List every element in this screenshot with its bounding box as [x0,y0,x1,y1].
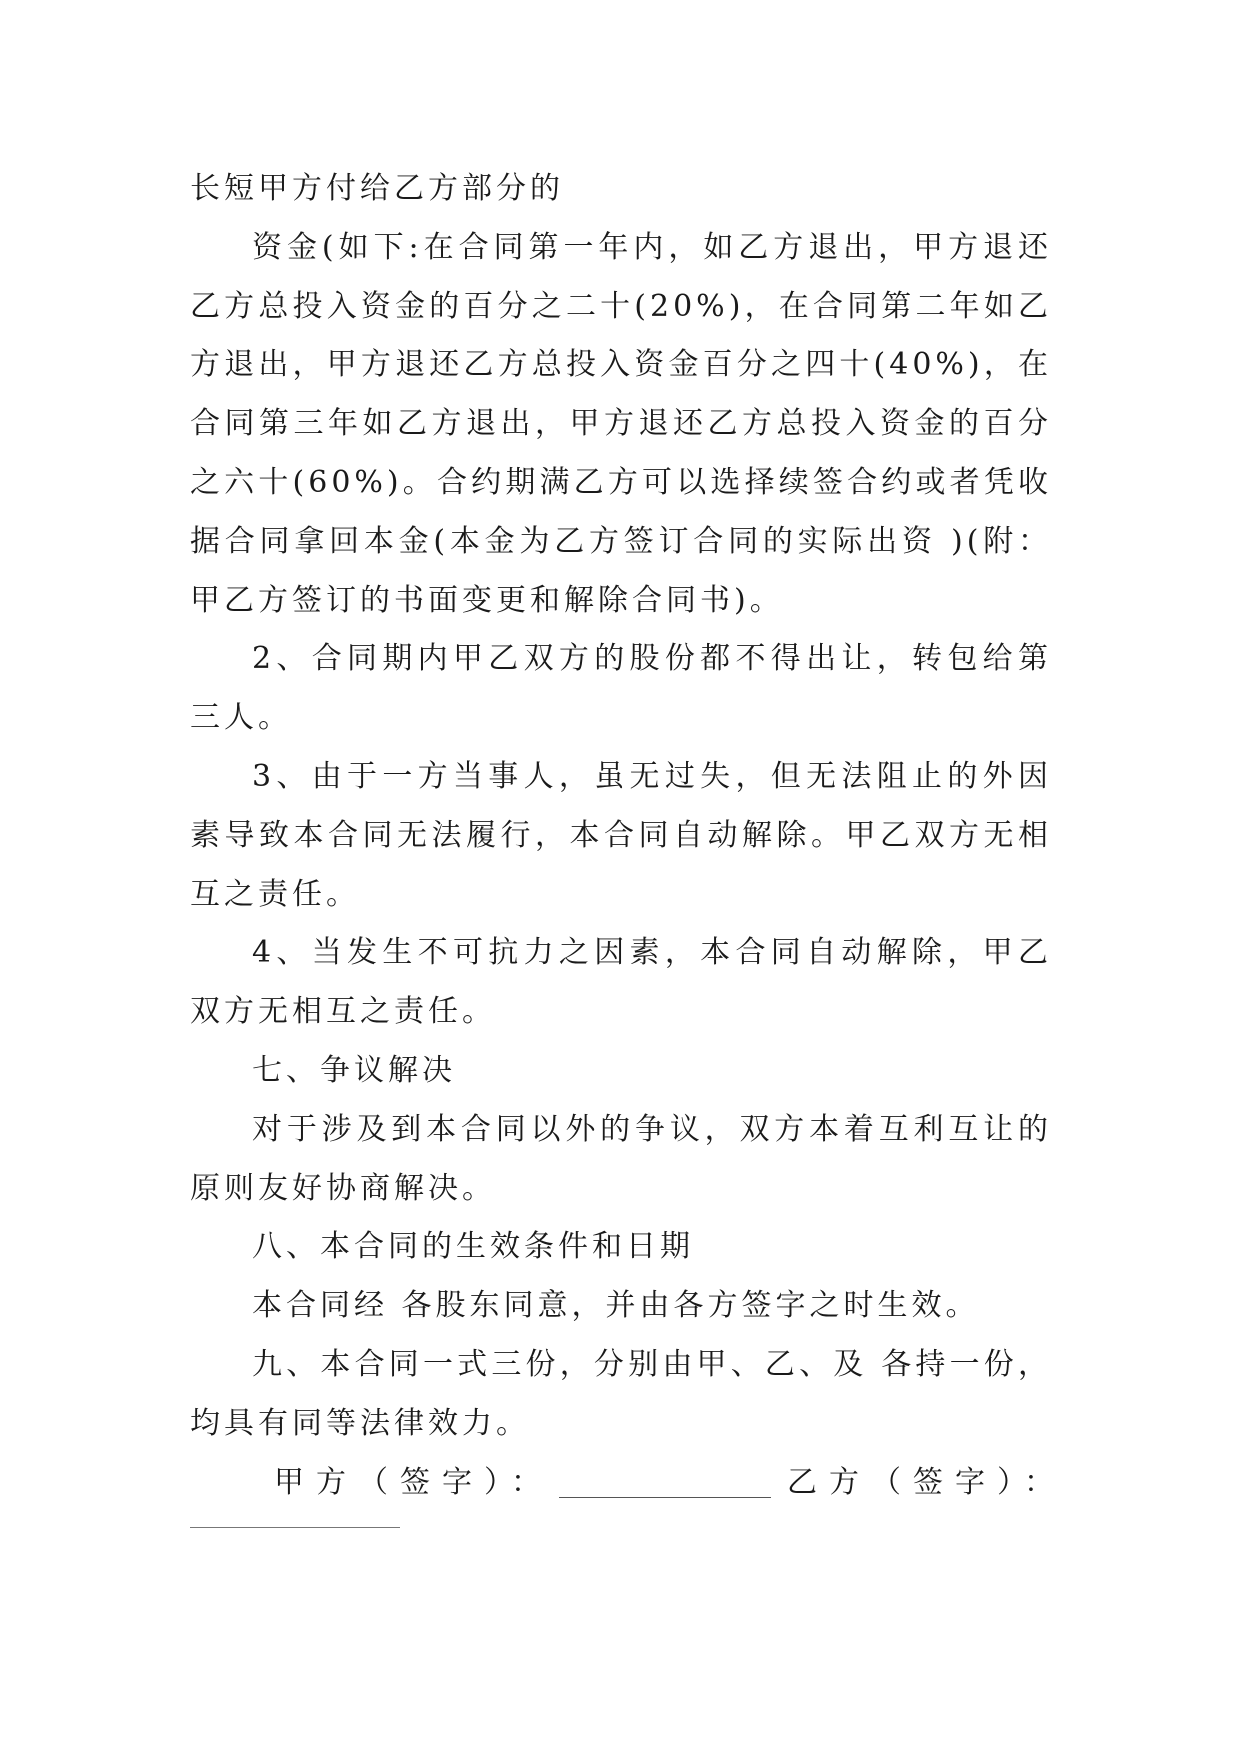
paragraph-refund-intro: 长短甲方付给乙方部分的 [190,171,564,206]
party-a-signature-blank[interactable] [559,1467,771,1498]
clause-2: 2、合同期内甲乙双方的股份都不得出让，转包给第三人。 [190,641,1052,736]
effective-condition-text: 本合同经 各股东同意，并由各方签字之时生效。 [252,1288,980,1324]
section-heading-dispute: 七、争议解决 [252,1052,456,1088]
dispute-resolution-text: 对于涉及到本合同以外的争议，双方本着互利互让的原则友好协商解决。 [190,1111,1052,1206]
contract-body [190,160,1066,1528]
signature-line [190,1454,1066,1513]
copies-clause: 九、本合同一式三份，分别由甲、乙、及 各持一份，均具有同等法律效力。 [190,1346,1052,1441]
clause-3: 3、由于一方当事人，虽无过失，但无法阻止的外因素导致本合同无法履行，本合同自动解除。甲乙双方无相互之责任。 [190,758,1052,912]
party-b-signature-blank[interactable] [190,1526,400,1528]
party-b-signature-label: 乙方（签字）： [787,1464,1066,1500]
party-a-signature-label: 甲方（签字）： [274,1464,553,1500]
paragraph-refund-terms: 资金(如下:在合同第一年内，如乙方退出，甲方退还乙方总投入资金的百分之二十(20%)，在合同第二年如乙方退出，甲方退还乙方总投入资金百分之四十(40%)，在合同第三年如乙方退出，甲方退还乙方总投入资金的百分之六十(60%)。合约期满乙方可以选择续签合约或者凭收据合同拿回本金(本金为乙方签订合同的实际出资 )(附：甲乙方签订的书面变更和解除合同书)。 [190,229,1052,618]
section-heading-effective: 八、本合同的生效条件和日期 [252,1229,694,1265]
clause-4: 4、当发生不可抗力之因素，本合同自动解除，甲乙双方无相互之责任。 [190,935,1052,1030]
